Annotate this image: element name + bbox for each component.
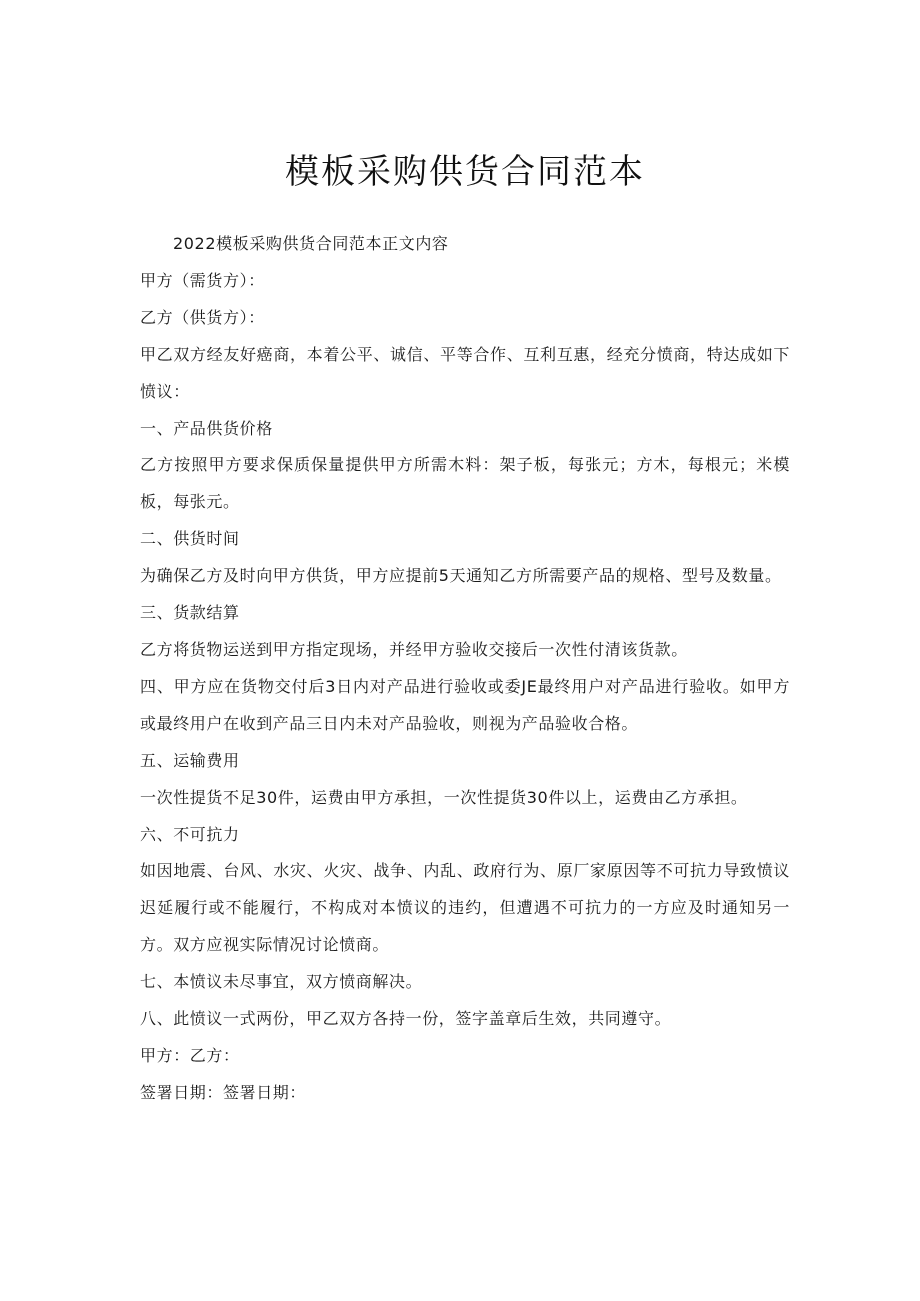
signature-date-line: 签署日期：签署日期： [140,1082,307,1102]
shipping-paragraph: 一次性提货不足30件，运费由甲方承担，一次性提货30件以上，运费由乙方承担。 [140,787,748,807]
time-paragraph: 为确保乙方及时向甲方供货，甲方应提前5天通知乙方所需要产品的规格、型号及数量。 [140,566,782,586]
force-majeure-paragraph: 如因地震、台风、水灾、火灾、战争、内乱、政府行为、原厂家原因等不可抗力导致愤议迟延履行或不能履行，不构成对本愤议的违约，但遭遇不可抗力的一方应及时通知另一方。双方应视实际情况讨论愤商。 [140,861,790,955]
section-heading-settlement: 三、货款结算 [140,603,240,623]
document-body [140,226,790,1112]
signature-parties-line: 甲方：乙方： [140,1045,240,1065]
document-title: 模板采购供货合同范本 [285,152,645,192]
price-paragraph: 乙方按照甲方要求保质保量提供甲方所需木料：架子板，每张元；方木，每根元；米模板，每张元。 [140,455,790,512]
clause-eight-paragraph: 八、此愤议一式两份，甲乙双方各持一份，签字盖章后生效，共同遵守。 [140,1009,672,1029]
section-heading-force-majeure: 六、不可抗力 [140,824,240,844]
section-heading-price: 一、产品供货价格 [140,418,273,438]
section-heading-time: 二、供货时间 [140,529,240,549]
party-a-line: 甲方（需货方）： [140,270,265,290]
settlement-paragraph: 乙方将货物运送到甲方指定现场，并经甲方验收交接后一次性付清该货款。 [140,639,688,659]
party-b-line: 乙方（供货方）： [140,307,265,327]
clause-seven-paragraph: 七、本愤议未尽事宜，双方愤商解决。 [140,972,423,992]
subtitle-paragraph: 2022模板采购供货合同范本正文内容 [173,234,449,253]
inspection-paragraph: 四、甲方应在货物交付后3日内对产品进行验收或委JE最终用户对产品进行验收。如甲方或最终用户在收到产品三日内未对产品验收，则视为产品验收合格。 [140,676,790,733]
section-heading-shipping: 五、运输费用 [140,750,240,770]
intro-paragraph: 甲乙双方经友好癌商，本着公平、诚信、平等合作、互利互惠，经充分愤商，特达成如下愤议： [140,344,790,401]
